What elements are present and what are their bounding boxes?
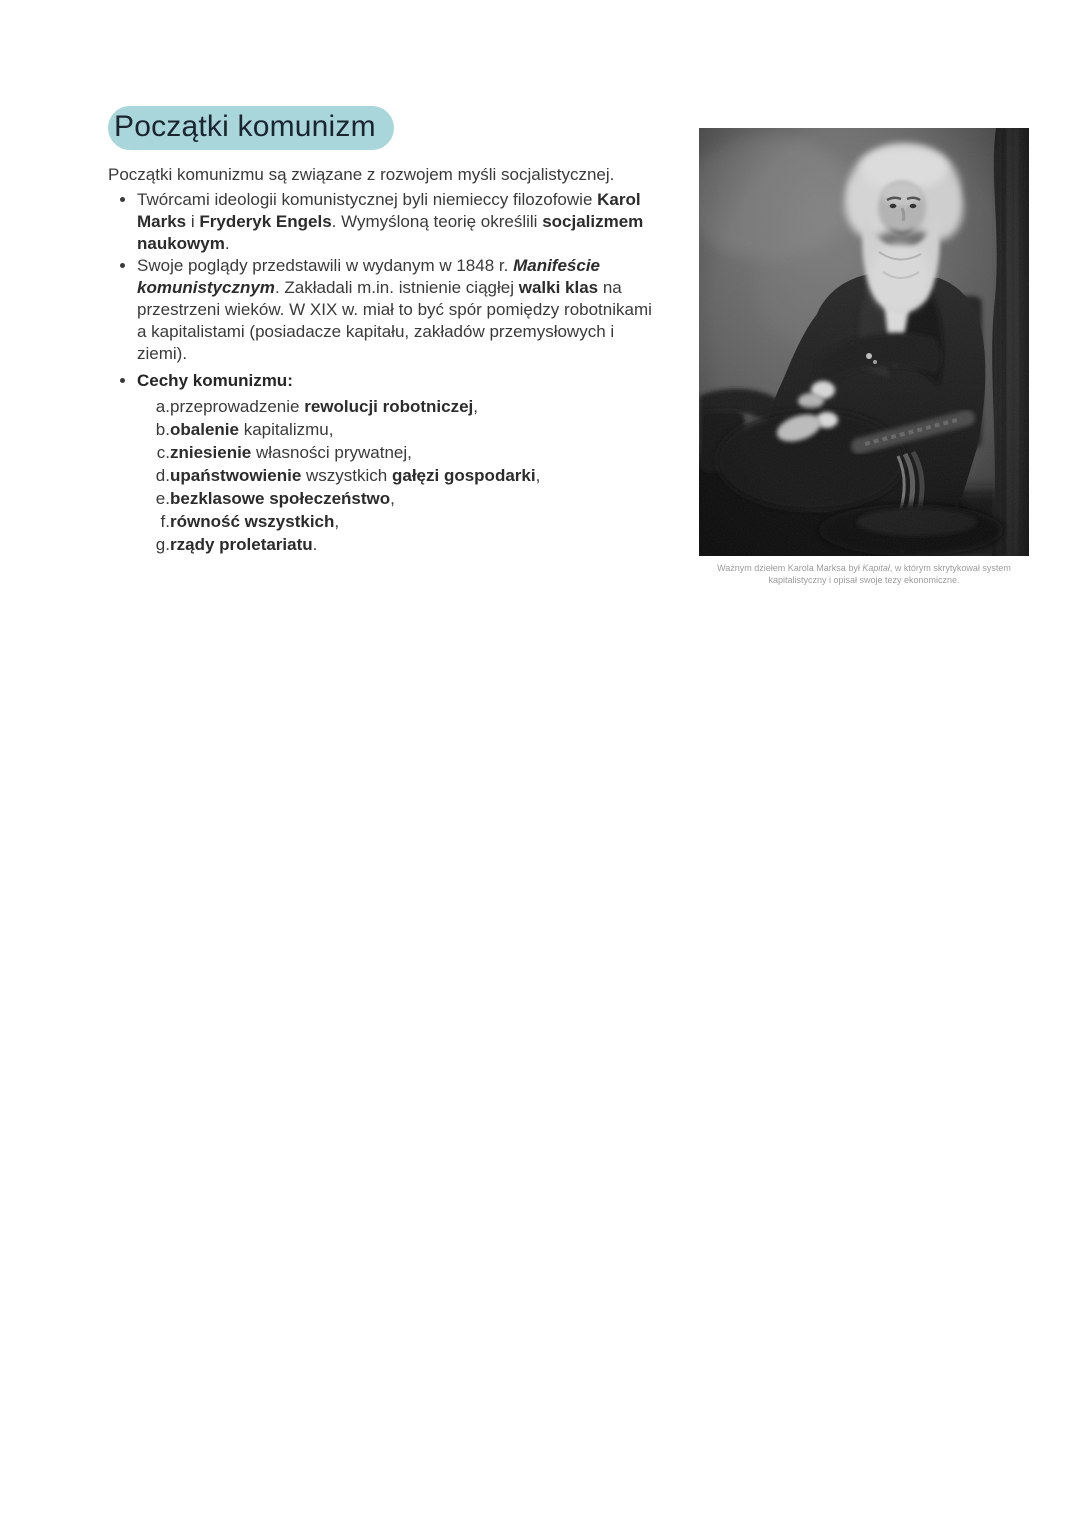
feature-item-revolution: przeprowadzenie rewolucji robotniczej, — [170, 397, 479, 416]
features-list — [137, 395, 662, 556]
page-title-highlight: Początki komunizm — [108, 106, 394, 150]
bullet-list — [108, 189, 662, 556]
feature-item-capitalism: obalenie kapitalizmu, — [170, 420, 334, 439]
photo-caption: Ważnym dziełem Karola Marksa był Kapitał, w którym skrytykował system kapitalistyczny i opisał swoje tezy ekonomiczne. — [717, 563, 1011, 585]
bullet-item-features — [137, 370, 662, 556]
intro-paragraph: Początki komunizmu są związane z rozwojem myśli socjalistycznej. — [108, 165, 615, 184]
feature-item-nationalization: upaństwowienie wszystkich gałęzi gospodarki, — [170, 466, 541, 485]
feature-item-property: zniesienie własności prywatnej, — [170, 443, 412, 462]
page-title — [108, 106, 662, 150]
feature-item-proletariat: rządy proletariatu. — [170, 535, 318, 554]
karl-marx-photo-illustration — [699, 128, 1029, 556]
text-column — [108, 106, 662, 556]
figure-karl-marx — [699, 128, 1029, 586]
feature-item-equality: równość wszystkich, — [170, 512, 340, 531]
feature-item-classless: bezklasowe społeczeństwo, — [170, 489, 395, 508]
bullet-item-manifesto: • Swoje poglądy przedstawili w wydanym w 1848 r. Manifeście komunistycznym. Zakładali m.in. istnienie ciągłej walki klas na przestrzeni wieków. W XIX w. miał to być spór pomiędzy robotnikami a kapitalistami (posiadacze kapitału, zakładów przemysłowych i ziemi). — [137, 255, 662, 365]
bullet-item-authors: • Twórcami ideologii komunistycznej byli niemieccy filozofowie Karol Marks i Fryderyk Engels. Wymyśloną teorię określili socjalizmem naukowym. — [137, 189, 662, 255]
karl-marx-photo — [699, 128, 1029, 556]
features-heading: Cechy komunizmu: — [137, 371, 293, 390]
